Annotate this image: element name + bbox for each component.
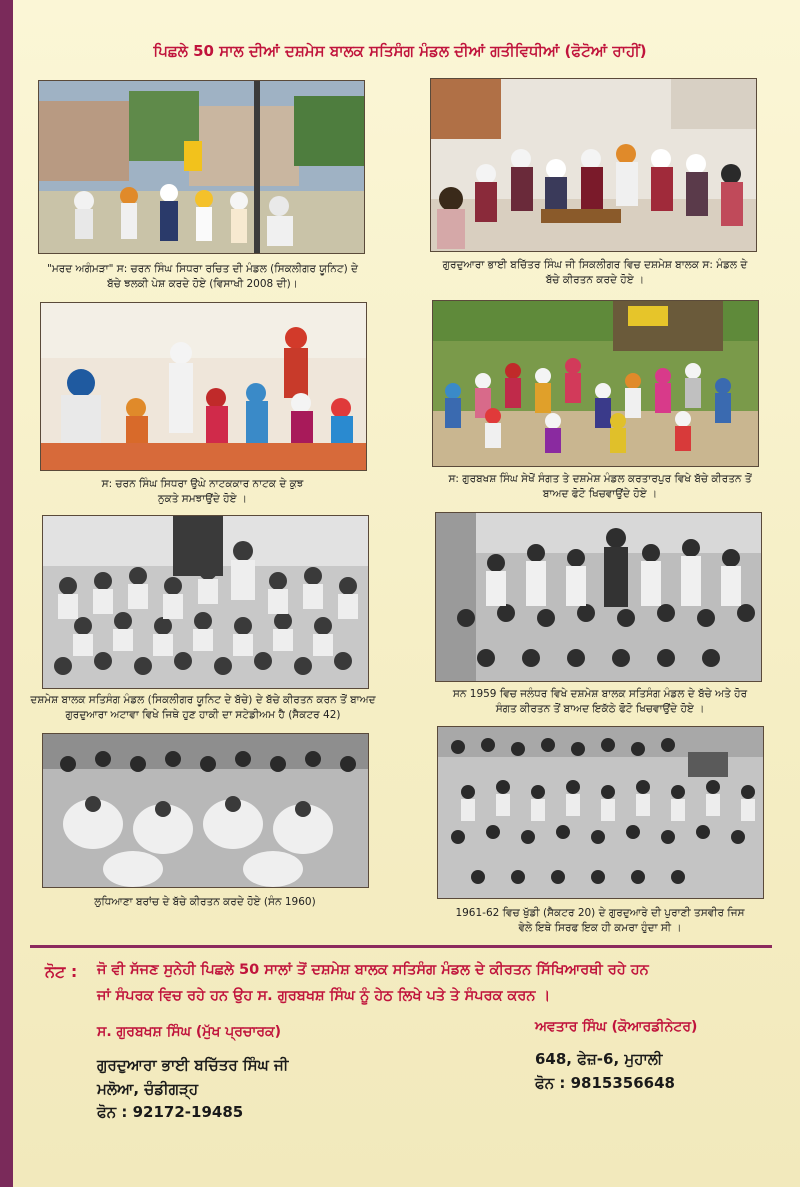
contact-left-phone: ਫੋਨ : 92172-19485 — [97, 1103, 244, 1121]
contact-left-address-2: ਮਲੋਆ, ਚੰਡੀਗੜ੍ਹ — [97, 1080, 199, 1098]
contact-left-address-1: ਗੁਰਦੁਆਰਾ ਭਾਈ ਬਚਿੱਤਰ ਸਿੰਘ ਜੀ — [97, 1056, 289, 1074]
photo-kartarpur-group — [432, 300, 759, 467]
caption-photo-7: ਲੁਧਿਆਣਾ ਬਰਾਂਚ ਦੇ ਬੱਚੇ ਕੀਰਤਨ ਕਰਦੇ ਹੋਏ (ਸੰਨ 1960) — [94, 896, 316, 908]
photo-ludhiana-1960 — [42, 733, 369, 888]
caption-photo-6: ਸਨ 1959 ਵਿਚ ਜਲੰਧਰ ਵਿਖੇ ਦਸ਼ਮੇਸ਼ ਬਾਲਕ ਸਤਿਸੰਗ ਮੰਡਲ ਦੇ ਬੱਚੇ ਅਤੇ ਹੋਰ ਸੰਗਤ ਕੀਰਤਨ ਤੋਂ ਬਾਅਦ ਇਕੱਠੇ ਫੋਟੋ ਖਿਚਵਾਉਂਦੇ ਹੋਏ । — [452, 688, 748, 715]
page-heading: ਪਿਛਲੇ 50 ਸਾਲ ਦੀਆਂ ਦਸ਼ਮੇਸ ਬਾਲਕ ਸਤਿਸੰਗ ਮੰਡਲ ਦੀਆਂ ਗਤੀਵਿਧੀਆਂ (ਫੋਟੋਆਂ ਰਾਹੀਂ) — [153, 42, 647, 60]
divider-rule — [30, 945, 772, 948]
photo-khuddi-1961 — [437, 726, 764, 899]
contact-left-name: ਸ. ਗੁਰਬਖਸ਼ ਸਿੰਘ (ਮੁੱਖ ਪ੍ਰਚਾਰਕ) — [97, 1024, 282, 1040]
photo-indoor-kirtan — [430, 78, 757, 252]
caption-photo-8: 1961-62 ਵਿਚ ਖੁੱਡੀ (ਸੈਕਟਰ 20) ਦੇ ਗੁਰਦੁਆਰੇ ਦੀ ਪੁਰਾਣੀ ਤਸਵੀਰ ਜਿਸ ਵੇਲੇ ਇਥੇ ਸਿਰਫ ਇਕ ਹੀ ਕਮਰਾ ਹੁੰਦਾ ਸੀ । — [455, 907, 745, 934]
photo-sector42-group — [42, 515, 369, 689]
left-border-bar — [0, 0, 13, 1187]
contact-right-address: 648, ਫੇਜ਼-6, ਮੁਹਾਲੀ — [535, 1050, 663, 1068]
caption-photo-1: "ਮਰਦ ਅਗੰਮੜਾ" ਸ: ਚਰਨ ਸਿੰਘ ਸਿਧਰਾ ਰਚਿਤ ਦੀ ਮੰਡਲ (ਸਿਕਲੀਗਰ ਯੂਨਿਟ) ਦੇ ਬੱਚੇ ਝਲਕੀ ਪੇਸ਼ ਕਰਦੇ ਹੋਏ (ਵਿਸਾਖੀ 2008 ਦੀ)। — [47, 263, 358, 290]
contact-right-phone: ਫੋਨ : 9815356648 — [535, 1074, 675, 1092]
note-label: ਨੋਟ : — [45, 962, 78, 981]
note-text-line-2: ਜਾਂ ਸੰਪਰਕ ਵਿਚ ਰਹੇ ਹਨ ਉਹ ਸ. ਗੁਰਬਖਸ਼ ਸਿੰਘ ਨੂੰ ਹੇਠ ਲਿਖੇ ਪਤੇ ਤੇ ਸੰਪਰਕ ਕਰਨ । — [97, 988, 551, 1004]
caption-photo-3: ਸ: ਚਰਨ ਸਿੰਘ ਸਿਧਰਾ ਉਘੇ ਨਾਟਕਕਾਰ ਨਾਟਕ ਦੇ ਕੁਝ ਨੁਕਤੇ ਸਮਝਾਉਂਦੇ ਹੋਏ । — [101, 478, 304, 505]
photo-outdoor-play — [38, 80, 365, 254]
photo-drama-guidance — [40, 302, 367, 471]
note-text-line-1: ਜੋ ਵੀ ਸੱਜਣ ਸੁਨੇਹੀ ਪਿਛਲੇ 50 ਸਾਲਾਂ ਤੋਂ ਦਸ਼ਮੇਸ਼ ਬਾਲਕ ਸਤਿਸੰਗ ਮੰਡਲ ਦੇ ਕੀਰਤਨ ਸਿੱਖਿਆਰਥੀ ਰਹੇ ਹਨ — [97, 962, 649, 978]
caption-photo-4: ਸ: ਗੁਰਬਖਸ਼ ਸਿੰਘ ਸੇਖੋਂ ਸੰਗਤ ਤੇ ਦਸ਼ਮੇਸ਼ ਮੰਡਲ ਕਰਤਾਰਪੁਰ ਵਿਖੇ ਬੱਚੇ ਕੀਰਤਨ ਤੋਂ ਬਾਅਦ ਫੋਟੋ ਖਿਚਵਾਉਂਦੇ ਹੋਏ । — [448, 473, 752, 500]
caption-photo-2: ਗੁਰਦੁਆਰਾ ਭਾਈ ਬਚਿੱਤਰ ਸਿੰਘ ਜੀ ਸਿਕਲੀਗਰ ਵਿਚ ਦਸ਼ਮੇਸ਼ ਬਾਲਕ ਸ: ਮੰਡਲ ਦੇ ਬੱਚੇ ਕੀਰਤਨ ਕਰਦੇ ਹੋਏ । — [442, 259, 748, 286]
caption-photo-5: ਦਸ਼ਮੇਸ਼ ਬਾਲਕ ਸਤਿਸੰਗ ਮੰਡਲ (ਸਿਕਲੀਗਰ ਯੂਨਿਟ ਦੇ ਬੱਚੇ) ਦੇ ਬੱਚੇ ਕੀਰਤਨ ਕਰਨ ਤੋਂ ਬਾਅਦ ਗੁਰਦੁਆਰਾ ਅਟਾਵਾ ਵਿਖੇ ਜਿਥੇ ਹੁਣ ਹਾਕੀ ਦਾ ਸਟੇਡੀਅਮ ਹੈ (ਸੈਕਟਰ 42) — [30, 694, 376, 721]
contact-right-name: ਅਵਤਾਰ ਸਿੰਘ (ਕੋਆਰਡੀਨੇਟਰ) — [535, 1019, 698, 1035]
photo-jalandhar-1959 — [435, 512, 762, 682]
